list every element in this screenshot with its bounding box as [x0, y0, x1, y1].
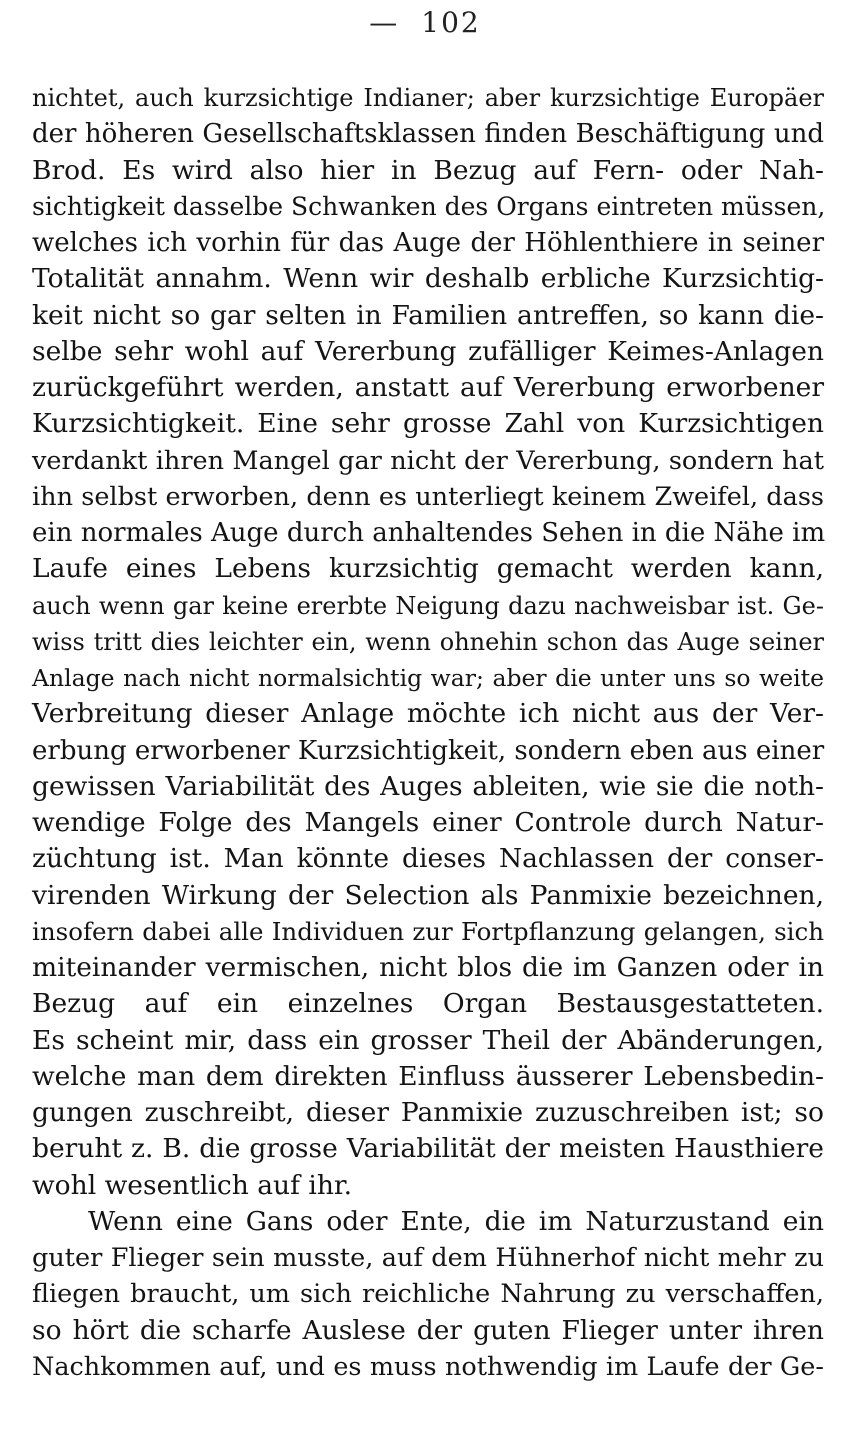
- paragraph-end-line: wohl wesentlich auf ihr.: [32, 1169, 353, 1201]
- text-line: zurückgeführt werden, anstatt auf Vererbung erworbener: [32, 372, 824, 403]
- paragraph-start-line: Wenn eine Gans oder Ente, die im Naturzustand ein: [88, 1205, 824, 1237]
- text-line: der höheren Gesellschaftsklassen finden Beschäftigung und: [32, 119, 824, 150]
- text-line: ein normales Auge durch anhaltendes Sehen in die Nähe im: [32, 518, 826, 548]
- text-line: virenden Wirkung der Selection als Panmixie bezeichnen,: [32, 879, 824, 911]
- text-line: fliegen braucht, um sich reichliche Nahrung zu verschaffen,: [32, 1279, 824, 1310]
- text-line: gungen zuschreibt, dieser Panmixie zuzuschreiben ist; so: [32, 1097, 824, 1128]
- body-text: [32, 80, 824, 1385]
- text-line: nichtet, auch kurzsichtige Indianer; aber kurzsichtige Europäer: [32, 84, 824, 112]
- text-line: gewissen Variabilität des Auges ableiten, wie sie die noth-: [32, 770, 824, 802]
- text-line: züchtung ist. Man könnte dieses Nachlassen der conser-: [32, 843, 824, 875]
- text-line: wiss tritt dies leichter ein, wenn ohnehin schon das Auge seiner: [32, 627, 824, 656]
- text-line: welche man dem direkten Einfluss äusserer Lebensbedin-: [32, 1060, 824, 1092]
- text-line: guter Flieger sein musste, auf dem Hühnerhof nicht mehr zu: [32, 1243, 824, 1273]
- text-line: Bezug auf ein einzelnes Organ Bestausgestatteten.: [32, 988, 824, 1020]
- text-line: keit nicht so gar selten in Familien antreffen, so kann die-: [32, 299, 824, 331]
- text-line: erbung erworbener Kurzsichtigkeit, sondern eben aus einer: [32, 735, 825, 766]
- text-line: selbe sehr wohl auf Vererbung zufälliger Keimes-Anlagen: [32, 335, 824, 367]
- text-line: Brod. Es wird also hier in Bezug auf Fern- oder Nah-: [32, 154, 824, 186]
- text-line: Anlage nach nicht normalsichtig war; aber die unter uns so weite: [32, 664, 824, 692]
- text-line: Nachkommen auf, und es muss nothwendig im Laufe der Ge-: [32, 1351, 824, 1382]
- page-header: [0, 6, 850, 39]
- text-line: sichtigkeit dasselbe Schwanken des Organs eintreten müssen,: [32, 191, 826, 221]
- text-line: welches ich vorhin für das Auge der Höhlenthiere in seiner: [32, 228, 824, 258]
- text-line: Laufe eines Lebens kurzsichtig gemacht werden kann,: [32, 553, 824, 585]
- text-line: verdankt ihren Mangel gar nicht der Vererbung, sondern hat: [32, 445, 824, 476]
- text-line: Totalität annahm. Wenn wir deshalb erbliche Kurzsichtig-: [32, 263, 824, 295]
- text-line: Es scheint mir, dass ein grosser Theil der Abänderungen,: [32, 1024, 824, 1056]
- text-line: auch wenn gar keine ererbte Neigung dazu nachweisbar ist. Ge-: [32, 591, 824, 620]
- text-line: wendige Folge des Mangels einer Controle durch Natur-: [32, 807, 824, 838]
- text-line: insofern dabei alle Individuen zur Fortpflanzung gelangen, sich: [32, 916, 824, 946]
- text-line: beruht z. B. die grosse Variabilität der meisten Hausthiere: [32, 1133, 824, 1165]
- text-line: so hört die scharfe Auslese der guten Flieger unter ihren: [32, 1314, 824, 1346]
- page-number: 102: [421, 6, 481, 39]
- text-line: Kurzsichtigkeit. Eine sehr grosse Zahl von Kurzsichtigen: [32, 408, 824, 440]
- text-line: miteinander vermischen, nicht blos die im Ganzen oder in: [32, 952, 824, 983]
- text-line: ihn selbst erworben, denn es unterliegt keinem Zweifel, dass: [32, 481, 824, 512]
- text-line: Verbreitung dieser Anlage möchte ich nicht aus der Ver-: [32, 698, 824, 730]
- header-dash: —: [369, 6, 400, 39]
